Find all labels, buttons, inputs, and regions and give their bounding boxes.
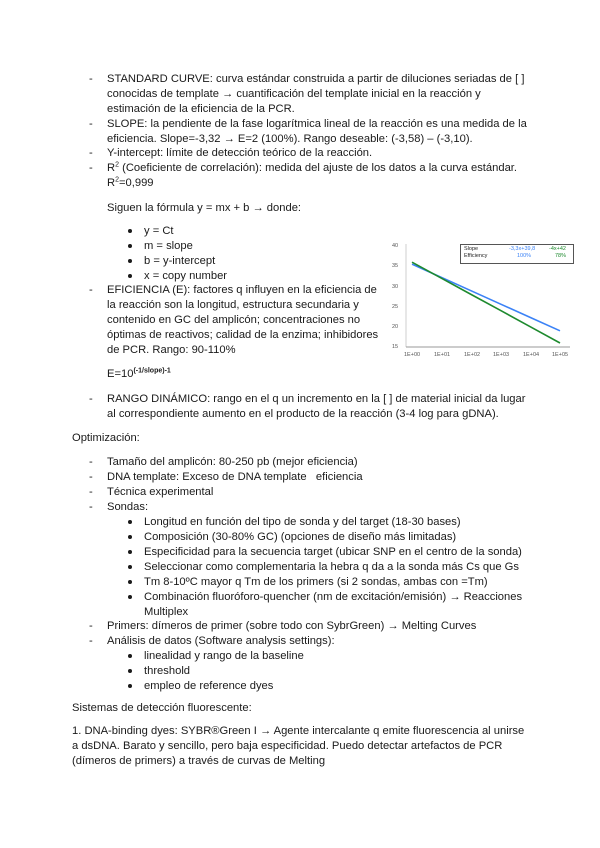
y-tick: 25 <box>392 304 399 310</box>
text-line: estimación de la eficiencia de la PCR. <box>107 102 295 115</box>
bullet-icon <box>128 580 132 584</box>
text-line: STANDARD CURVE: curva estándar construida a partir de diluciones seriadas de [ ] <box>107 73 525 85</box>
y-tick: 15 <box>392 344 399 350</box>
x-tick: 1E+03 <box>493 352 510 358</box>
text-line: al correspondiente aumento en el producto de la reacción (3-4 log para gDNA). <box>107 407 499 420</box>
text-line: de PCR. Rango: 90-110% <box>107 343 236 356</box>
bullet-icon <box>128 244 132 248</box>
text-line: óptimas de reactivos; calidad de la enzima; inhibidores <box>107 328 379 341</box>
text-line: Y-intercept: límite de detección teórico de la reacción. <box>107 147 373 159</box>
text-line: RANGO DINÁMICO: rango en el q un incremento en la [ ] de material inicial da lugar <box>107 393 526 405</box>
legend-slope-series2: -4x+42 <box>549 246 566 252</box>
bullet-icon <box>128 654 132 658</box>
dash-marker: - <box>89 471 93 483</box>
dash-marker: - <box>89 620 93 632</box>
x-tick: 1E+00 <box>404 352 421 358</box>
section-heading-optimizacion: Optimización: <box>72 432 140 444</box>
x-tick: 1E+02 <box>464 352 481 358</box>
legend-row-label: Slope <box>464 246 479 252</box>
legend-efficiency-series2: 78% <box>555 253 567 259</box>
dash-marker: - <box>89 635 93 647</box>
text-line: 1. DNA-binding dyes: SYBR®Green I → Agente intercalante q emite fluorescencia al unirse <box>72 725 525 737</box>
bullet-icon <box>128 669 132 673</box>
y-tick: 30 <box>392 284 399 290</box>
bullet-icon <box>128 535 132 539</box>
dash-marker: - <box>89 501 93 513</box>
bullet-icon <box>128 595 132 599</box>
text-line: eficiencia. Slope=-3,32 → E=2 (100%). Rango deseable: (-3,58) – (-3,10). <box>107 132 473 145</box>
dash-marker: - <box>89 456 93 468</box>
y-tick: 20 <box>392 324 399 330</box>
x-tick: 1E+01 <box>434 352 451 358</box>
legend-efficiency-series1: 100% <box>517 253 532 259</box>
text-line: conocidas de template → cuantificación del template inicial en la reacción y <box>107 87 481 100</box>
text-line: EFICIENCIA (E): factores q influyen en la eficiencia de <box>107 284 377 296</box>
text-line: la reacción son la longitud, estructura secundaria y <box>107 298 359 311</box>
text-line: Combinación fluoróforo-quencher (nm de excitación/emisión) → Reacciones <box>144 591 523 603</box>
text-line: SLOPE: la pendiente de la fase logarítmica lineal de la reacción es una medida de la <box>107 118 527 130</box>
bullet-icon <box>128 520 132 524</box>
bullet-icon <box>128 274 132 278</box>
efficiency-formula: $E=10^{(-1/slope)-1}$ <box>107 367 171 380</box>
text-line: (dímeros de primers) a través de curvas de Melting <box>72 754 326 767</box>
dash-marker: - <box>89 147 93 159</box>
dash-marker: - <box>89 162 93 174</box>
dash-marker: - <box>89 118 93 130</box>
paragraph-dna-binding-dyes <box>72 724 524 769</box>
y-tick: 35 <box>392 263 399 269</box>
text-line: a dsDNA. Barato y sencillo, pero baja especificidad. Puedo detectar artefactos de PCR <box>72 739 503 752</box>
bullet-icon <box>128 259 132 263</box>
legend-row-label: Efficiency <box>464 253 488 259</box>
section-heading-deteccion: Sistemas de detección fluorescente: <box>72 702 252 714</box>
legend-slope-series1: -3,3x+39,8 <box>509 246 536 252</box>
dash-marker: - <box>89 284 93 296</box>
bullet-icon <box>128 229 132 233</box>
text-line: contenido en GC del amplicón; concentraciones no <box>107 313 361 326</box>
text-line: $R^2$ (Coeficiente de correlación): medida del ajuste de los datos a la curva estándar. <box>107 161 518 174</box>
chart-legend <box>460 244 574 264</box>
dash-marker: - <box>89 73 93 85</box>
bullet-icon <box>128 565 132 569</box>
formula-intro: Siguen la fórmula y = mx + b → donde: <box>107 202 302 214</box>
dash-marker: - <box>89 393 93 405</box>
x-tick: 1E+05 <box>552 352 569 358</box>
standard-curve-chart <box>384 238 580 364</box>
text-line: Multiplex <box>144 605 189 618</box>
x-tick: 1E+04 <box>523 352 540 358</box>
y-tick: 40 <box>392 243 399 249</box>
dash-marker: - <box>89 486 93 498</box>
bullet-icon <box>128 550 132 554</box>
bullet-icon <box>128 684 132 688</box>
r2-value: $R^2=0,999$ <box>107 176 154 189</box>
